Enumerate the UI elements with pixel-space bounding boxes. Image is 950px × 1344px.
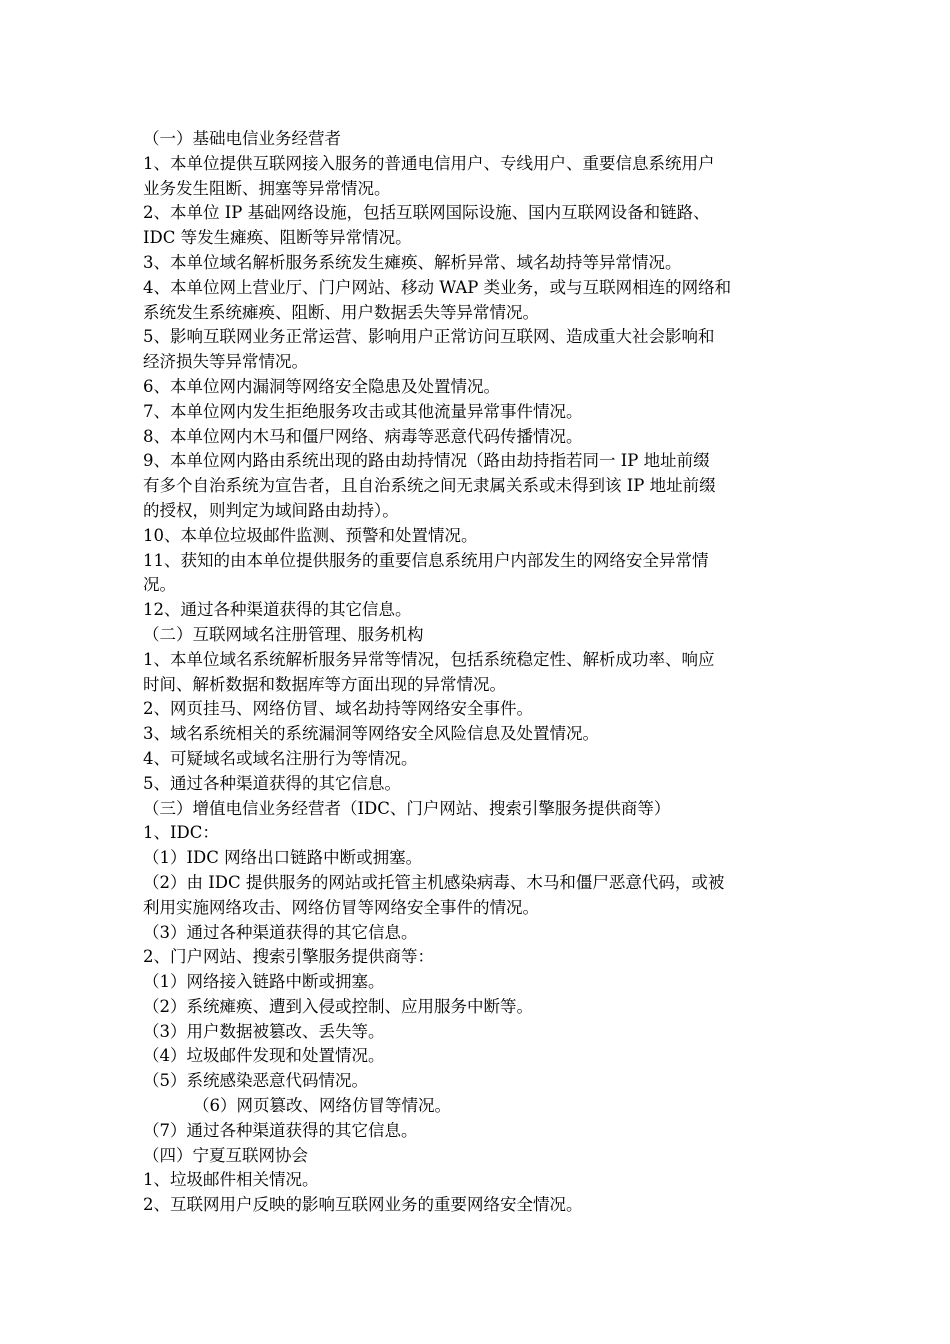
paragraph-line: 2、网页挂马、网络仿冒、域名劫持等网络安全事件。 — [143, 699, 533, 719]
paragraph-line: 6、本单位网内漏洞等网络安全隐患及处置情况。 — [143, 376, 500, 396]
paragraph-line: （2）由 IDC 提供服务的网站或托管主机感染病毒、木马和僵尸恶意代码，或被 — [143, 872, 725, 892]
paragraph-line: 1、本单位提供互联网接入服务的普通电信用户、专线用户、重要信息系统用户 — [143, 153, 715, 173]
paragraph-line: 11、获知的由本单位提供服务的重要信息系统用户内部发生的网络安全异常情 — [143, 550, 709, 570]
paragraph-line: 1、本单位域名系统解析服务异常等情况，包括系统稳定性、解析成功率、响应 — [143, 649, 715, 669]
paragraph-line: 1、IDC： — [143, 823, 219, 843]
paragraph-line: （5）系统感染恶意代码情况。 — [143, 1071, 368, 1091]
paragraph-line: 5、影响互联网业务正常运营、影响用户正常访问互联网、造成重大社会影响和 — [143, 327, 715, 347]
paragraph-line: 3、域名系统相关的系统漏洞等网络安全风险信息及处置情况。 — [143, 724, 599, 744]
paragraph-line: 的授权，则判定为域间路由劫持）。 — [143, 500, 399, 520]
paragraph-line: 利用实施网络攻击、网络仿冒等网络安全事件的情况。 — [143, 897, 539, 917]
paragraph-line: 系统发生系统瘫痪、阻断、用户数据丢失等异常情况。 — [143, 302, 539, 322]
paragraph-line: 2、本单位 IP 基础网络设施，包括互联网国际设施、国内互联网设备和链路、 — [143, 203, 710, 223]
paragraph-line: 有多个自治系统为宣告者，且自治系统之间无隶属关系或未得到该 IP 地址前缀 — [143, 476, 716, 496]
paragraph-line: 4、本单位网上营业厅、门户网站、移动 WAP 类业务，或与互联网相连的网络和 — [143, 277, 732, 297]
section-heading-basic-telecom: （一）基础电信业务经营者 — [143, 129, 341, 148]
paragraph-line: 4、可疑域名或域名注册行为等情况。 — [143, 748, 418, 768]
paragraph-line-indented: （6）网页篡改、网络仿冒等情况。 — [193, 1096, 451, 1116]
paragraph-line: 10、本单位垃圾邮件监测、预警和处置情况。 — [143, 525, 478, 545]
paragraph-line: 经济损失等异常情况。 — [143, 352, 308, 372]
paragraph-line: 时间、解析数据和数据库等方面出现的异常情况。 — [143, 674, 506, 694]
paragraph-line: （1）IDC 网络出口链路中断或拥塞。 — [143, 848, 423, 868]
paragraph-line: （3）通过各种渠道获得的其它信息。 — [143, 922, 418, 942]
paragraph-line: （2）系统瘫痪、遭到入侵或控制、应用服务中断等。 — [143, 996, 533, 1016]
paragraph-line: （3）用户数据被篡改、丢失等。 — [143, 1021, 385, 1041]
paragraph-line: 9、本单位网内路由系统出现的路由劫持情况（路由劫持指若同一 IP 地址前缀 — [143, 451, 710, 471]
paragraph-line: 2、互联网用户反映的影响互联网业务的重要网络安全情况。 — [143, 1195, 583, 1215]
document-body — [143, 127, 813, 1218]
paragraph-line: 1、垃圾邮件相关情况。 — [143, 1170, 319, 1190]
paragraph-line: 5、通过各种渠道获得的其它信息。 — [143, 773, 401, 793]
paragraph-line: 2、门户网站、搜索引擎服务提供商等： — [143, 947, 434, 967]
paragraph-line: 7、本单位网内发生拒绝服务攻击或其他流量异常事件情况。 — [143, 401, 583, 421]
paragraph-line: IDC 等发生瘫痪、阻断等异常情况。 — [143, 228, 412, 248]
paragraph-line: 3、本单位域名解析服务系统发生瘫痪、解析异常、域名劫持等异常情况。 — [143, 252, 682, 272]
paragraph-line: 8、本单位网内木马和僵尸网络、病毒等恶意代码传播情况。 — [143, 426, 583, 446]
paragraph-line: 况。 — [143, 575, 176, 595]
paragraph-line: （1）网络接入链路中断或拥塞。 — [143, 972, 385, 992]
paragraph-line: （7）通过各种渠道获得的其它信息。 — [143, 1120, 418, 1140]
section-heading-value-added-telecom: （三）增值电信业务经营者（IDC、门户网站、搜索引擎服务提供商等） — [143, 798, 671, 818]
section-heading-ningxia-internet-association: （四）宁夏互联网协会 — [143, 1145, 308, 1165]
section-heading-domain-registry: （二）互联网域名注册管理、服务机构 — [143, 624, 424, 644]
paragraph-line: 业务发生阻断、拥塞等异常情况。 — [143, 178, 391, 198]
paragraph-line: 12、通过各种渠道获得的其它信息。 — [143, 600, 412, 620]
paragraph-line: （4）垃圾邮件发现和处置情况。 — [143, 1046, 385, 1066]
